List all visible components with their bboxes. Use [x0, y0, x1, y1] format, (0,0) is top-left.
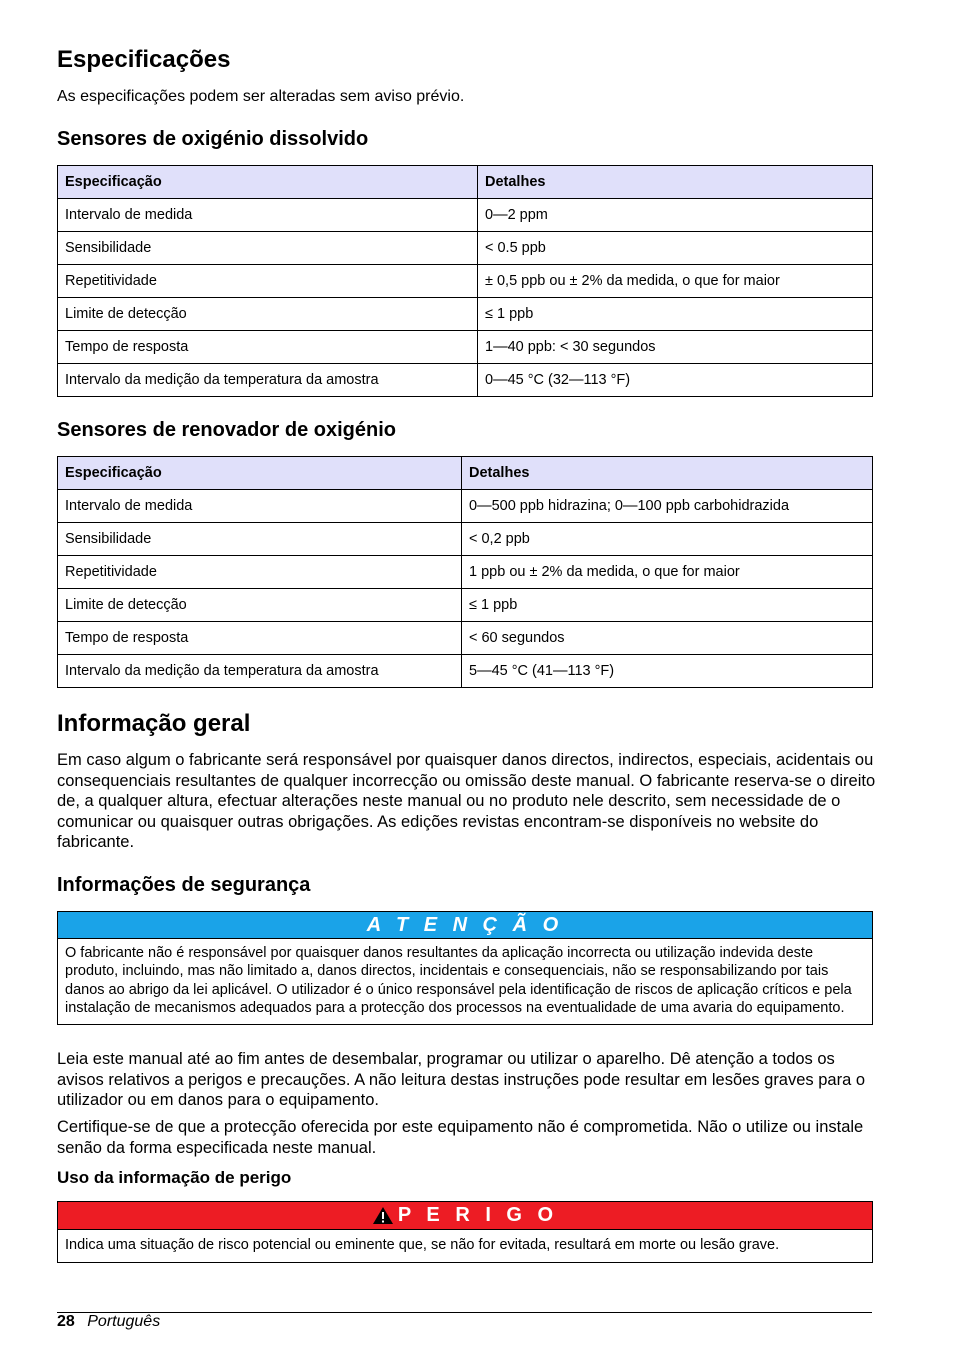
table-cell: Repetitividade [58, 556, 462, 589]
table-cell: 0—45 °C (32—113 °F) [478, 364, 873, 397]
specs-note: As especificações podem ser alteradas sem aviso prévio. [57, 88, 465, 105]
table-header-cell: Detalhes [478, 166, 873, 199]
general-text: Em caso algum o fabricante será responsável por quaisquer danos directos, indirectos, especiais, acidentais ou consequenciais resultantes de qualquer incorrecção ou omissão deste manual. O fabricante reserva-se o direito de, a qualquer altura, efectuar alterações neste manual ou no produto nele descrito, sem necessidade de o comunicar ou quaisquer outras obrigações. As edições revistas encontram-se disponíveis no website do fabricante. [57, 751, 876, 851]
table-row [58, 556, 873, 589]
danger-box [57, 1201, 873, 1263]
footer-language: Português [87, 1313, 161, 1330]
table-cell: Intervalo da medição da temperatura da amostra [58, 655, 462, 688]
table-cell: Sensibilidade [58, 232, 478, 265]
attention-label: A T E N Ç Ã O [366, 913, 564, 936]
do-spec-table [57, 165, 873, 397]
table-cell: Sensibilidade [58, 523, 462, 556]
table-cell: ≤ 1 ppb [462, 589, 873, 622]
table-header-cell: Detalhes [462, 457, 873, 490]
table-cell: < 0,2 ppb [462, 523, 873, 556]
danger-label: P E R I G O [397, 1204, 559, 1226]
do-section-title: Sensores de oxigénio dissolvido [57, 128, 369, 150]
table-row [58, 265, 873, 298]
footer [57, 1313, 160, 1331]
safety-title: Informações de segurança [57, 874, 311, 896]
table-cell: ≤ 1 ppb [478, 298, 873, 331]
table-cell: Intervalo da medição da temperatura da amostra [58, 364, 478, 397]
specs-title: Especificações [57, 46, 231, 73]
table-header-row [58, 457, 873, 490]
table-row [58, 523, 873, 556]
table-row [58, 622, 873, 655]
hazard-info-title: Uso da informação de perigo [57, 1168, 292, 1187]
table-cell: Repetitividade [58, 265, 478, 298]
warning-triangle-icon [372, 1206, 394, 1225]
table-cell: 5—45 °C (41—113 °F) [462, 655, 873, 688]
attention-box [57, 911, 873, 1025]
safety-paragraph-2: Certifique-se de que a protecção oferecida por este equipamento não é comprometida. Não o utilize ou instale senão da forma especificada neste manual. [57, 1118, 864, 1157]
table-cell: 1—40 ppb: < 30 segundos [478, 331, 873, 364]
table-row [58, 364, 873, 397]
danger-text: Indica uma situação de risco potencial ou eminente que, se não for evitada, resultará em morte ou lesão grave. [65, 1237, 780, 1253]
table-header-cell: Especificação [58, 166, 478, 199]
table-cell: 1 ppb ou ± 2% da medida, o que for maior [462, 556, 873, 589]
table-cell: Tempo de resposta [58, 622, 462, 655]
attention-text: O fabricante não é responsável por quaisquer danos resultantes da aplicação incorrecta ou utilização indevida deste produto, incluindo, mas não limitado a, danos directos, incidentais e consequenciais, não se responsabilizando por tais danos ao abrigo da lei aplicável. O utilizador é o único responsável pela identificação de riscos de aplicação críticos e pela instalação de mecanismos adequados para a protecção dos processos na eventualidade de uma avaria do equipamento. [65, 945, 852, 1017]
table-row [58, 655, 873, 688]
table-header-cell: Especificação [58, 457, 462, 490]
table-row [58, 490, 873, 523]
table-cell: Limite de detecção [58, 589, 462, 622]
page-number: 28 [57, 1313, 75, 1330]
scav-section-title: Sensores de renovador de oxigénio [57, 419, 396, 441]
table-row [58, 199, 873, 232]
table-cell: Intervalo de medida [58, 490, 462, 523]
table-header-row [58, 166, 873, 199]
table-row [58, 589, 873, 622]
danger-header [58, 1202, 872, 1230]
table-row [58, 298, 873, 331]
table-cell: < 60 segundos [462, 622, 873, 655]
scav-spec-table [57, 456, 873, 688]
table-cell: ± 0,5 ppb ou ± 2% da medida, o que for maior [478, 265, 873, 298]
general-title: Informação geral [57, 710, 251, 737]
table-cell: < 0.5 ppb [478, 232, 873, 265]
table-row [58, 232, 873, 265]
footer-rule [57, 1312, 872, 1313]
table-cell: Limite de detecção [58, 298, 478, 331]
attention-header [58, 912, 872, 939]
table-cell: Tempo de resposta [58, 331, 478, 364]
table-cell: Intervalo de medida [58, 199, 478, 232]
table-cell: 0—500 ppb hidrazina; 0—100 ppb carbohidrazida [462, 490, 873, 523]
table-cell: 0—2 ppm [478, 199, 873, 232]
safety-paragraph-1: Leia este manual até ao fim antes de desembalar, programar ou utilizar o aparelho. Dê atenção a todos os avisos relativos a perigos e precauções. A não leitura destas instruções pode resultar em lesões graves para o utilizador ou em danos para o equipamento. [57, 1050, 866, 1109]
table-row [58, 331, 873, 364]
